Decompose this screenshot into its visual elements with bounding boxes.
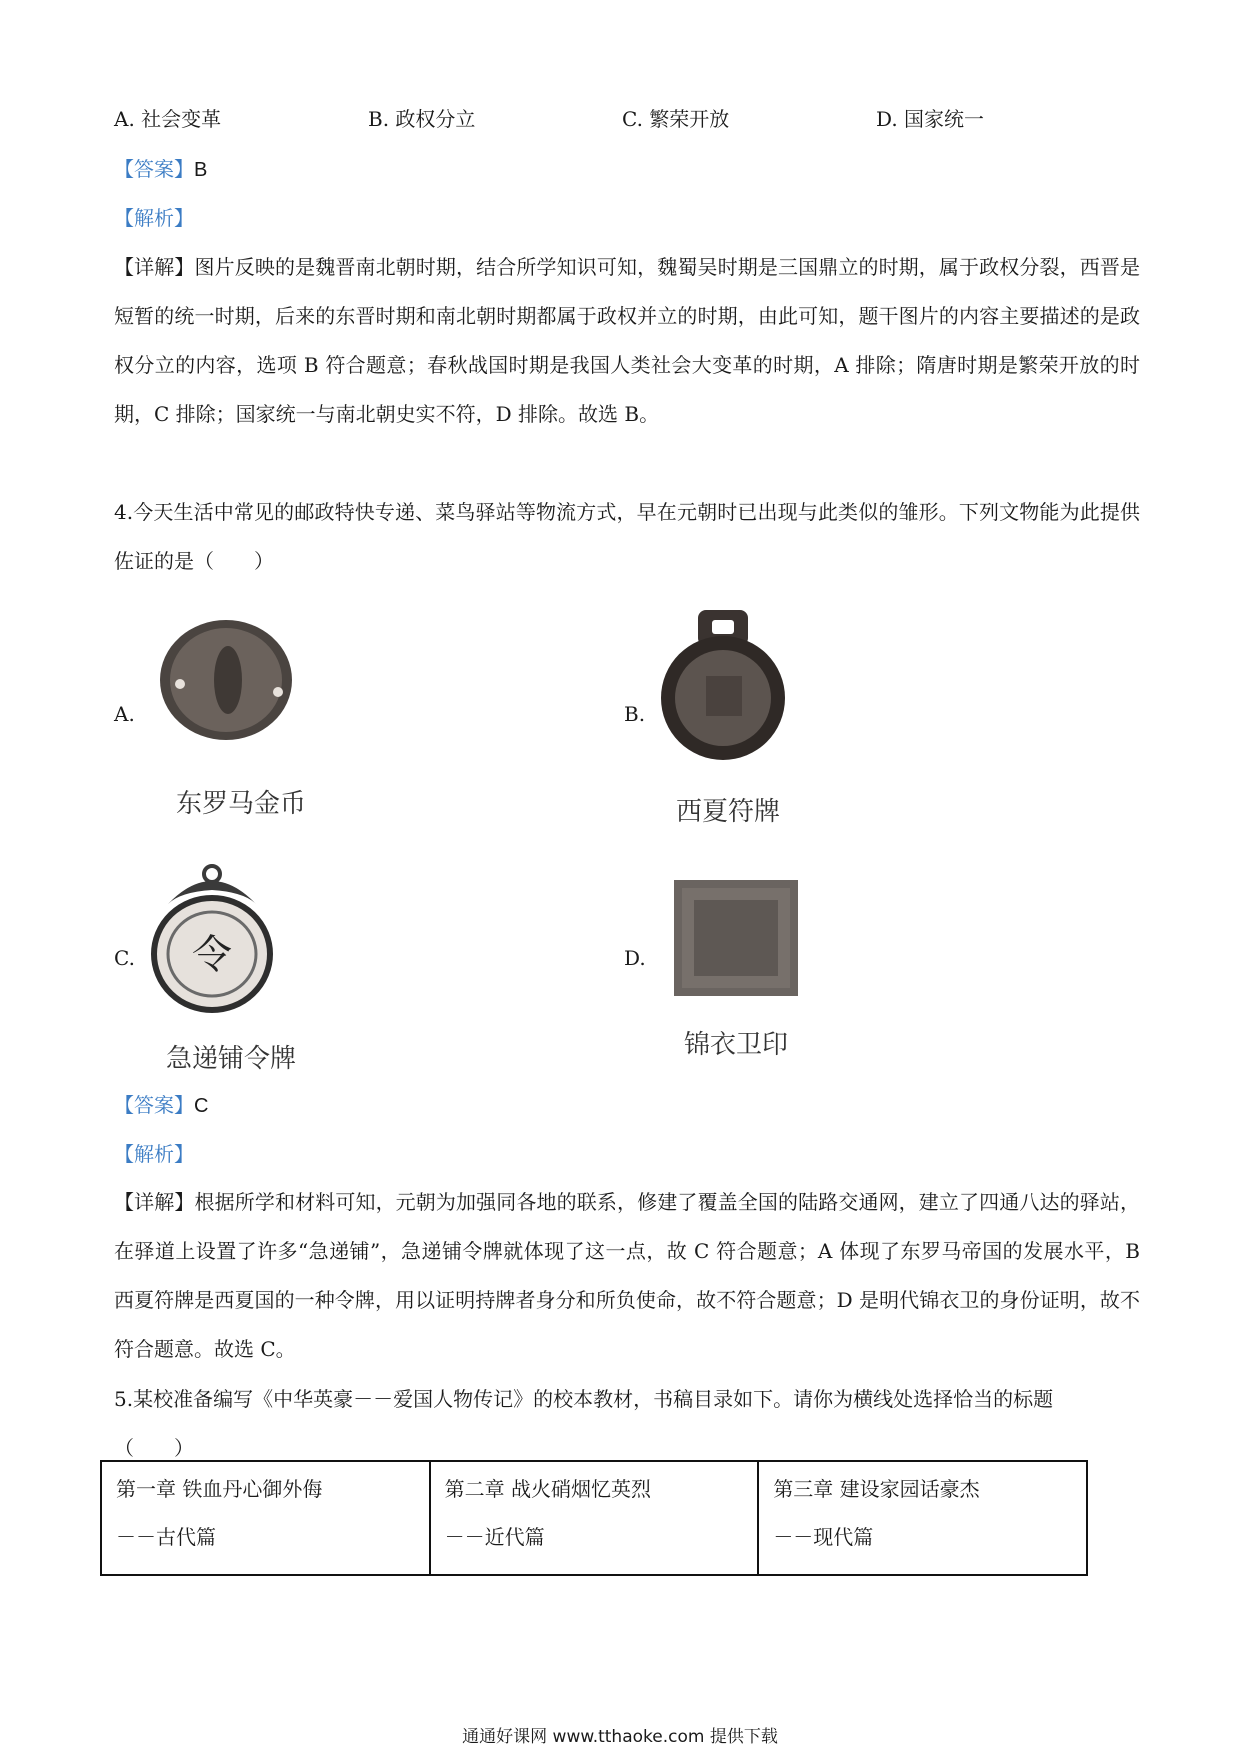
q3-option-a: A. 社会变革 (114, 107, 222, 131)
q3-answer (114, 156, 207, 183)
q4-analysis-tag: 【解析】 (114, 1142, 194, 1166)
seal-image (674, 880, 798, 996)
page-footer: 通通好课网 www.tthaoke.com 提供下载 (462, 1727, 778, 1747)
answer-value: B (194, 159, 208, 181)
q4-option-d-letter: D. (624, 946, 646, 970)
q4-option-b-letter: B. (624, 702, 646, 726)
detail-text: 图片反映的是魏晋南北朝时期，结合所学知识可知，魏蜀吴时期是三国鼎立的时期，属于政权分裂，西晋是短暂的统一时期，后来的东晋时期和南北朝时期都属于政权并立的时期，由此可知，题干图片的内容主要描述的是政权分立的内容，选项 B 符合题意；春秋战国时期是我国人类社会大变革的时期，A 排除；隋唐时期是繁荣开放的时期，C 排除；国家统一与南北朝史实不符，D 排除。故选 B。 (114, 255, 1141, 426)
q3-option-c: C. 繁荣开放 (622, 107, 730, 131)
answer-value: C (194, 1095, 209, 1117)
detail-tag: 【详解】 (114, 255, 195, 279)
q4-option-a-letter: A. (114, 702, 135, 726)
q3-analysis-tag: 【解析】 (114, 206, 194, 230)
answer-tag: 【答案】 (114, 157, 194, 181)
chapter-subtitle: －－现代篇 (773, 1525, 874, 1549)
q3-option-b: B. 政权分立 (368, 107, 476, 131)
token-glyph: 令 (192, 932, 232, 978)
q4-answer (114, 1092, 208, 1119)
coin-image (158, 618, 296, 742)
tablet-image (654, 606, 792, 762)
q3-detail (114, 243, 1140, 439)
chapter-subtitle: －－古代篇 (116, 1525, 216, 1549)
q4-option-b-caption: 西夏符牌 (676, 797, 781, 827)
q4-option-c-caption: 急递铺令牌 (166, 1044, 297, 1074)
q4-detail (114, 1178, 1140, 1374)
toc-table (100, 1460, 1088, 1576)
detail-text: 根据所学和材料可知，元朝为加强同各地的联系，修建了覆盖全国的陆路交通网，建立了四通八达的驿站，在驿道上设置了许多“急递铺”，急递铺令牌就体现了这一点，故 C 符合题意；A 体现了东罗马帝国的发展水平，B 西夏符牌是西夏国的一种令牌，用以证明持牌者身分和所负使命，故不符合题意；D 是明代锦衣卫的身份证明，故不符合题意。故选 C。 (114, 1190, 1141, 1361)
answer-tag: 【答案】 (114, 1093, 194, 1117)
q4-option-a-caption: 东罗马金币 (176, 789, 307, 819)
toc-cell (430, 1461, 759, 1575)
q4-option-d-caption: 锦衣卫印 (684, 1030, 789, 1060)
token-image (148, 864, 276, 1014)
chapter-title: 第三章 建设家园话豪杰 (773, 1477, 980, 1501)
toc-cell (101, 1461, 430, 1575)
chapter-title: 第二章 战火硝烟忆英烈 (444, 1477, 652, 1501)
q5-stem-line2: （ ） (114, 1436, 194, 1460)
toc-cell (758, 1461, 1087, 1575)
detail-tag: 【详解】 (114, 1190, 195, 1214)
chapter-title: 第一章 铁血丹心御外侮 (116, 1477, 323, 1501)
q4-option-c-letter: C. (114, 946, 135, 970)
q3-option-d: D. 国家统一 (876, 107, 985, 131)
chapter-subtitle: －－近代篇 (444, 1525, 545, 1549)
q4-stem: 4.今天生活中常见的邮政特快专递、菜鸟驿站等物流方式，早在元朝时已出现与此类似的雏形。下列文物能为此提供佐证的是（ ） (114, 500, 1140, 573)
q5-stem-line1: 5.某校准备编写《中华英豪－－爱国人物传记》的校本教材，书稿目录如下。请你为横线处选择恰当的标题 (114, 1387, 1054, 1411)
